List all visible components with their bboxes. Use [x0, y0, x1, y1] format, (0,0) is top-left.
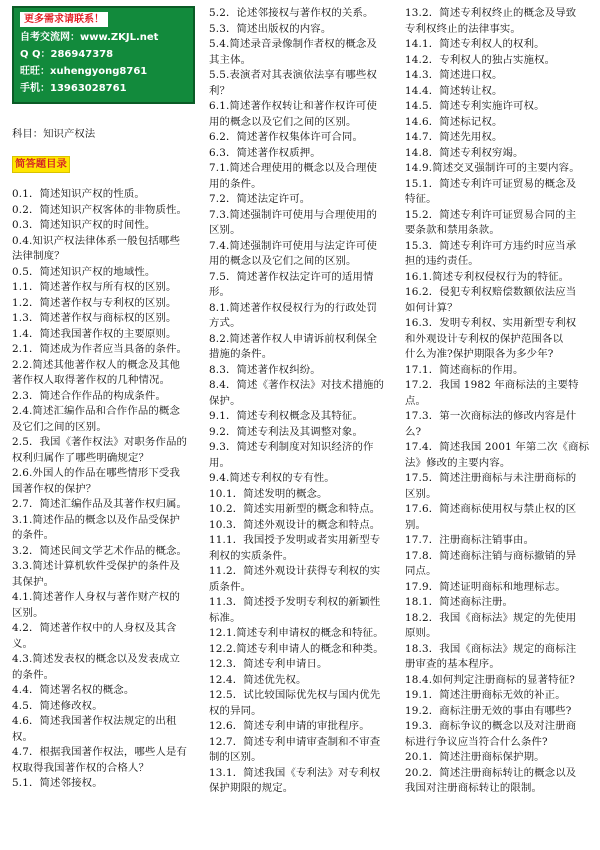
toc-line: 16.1.简述专利权侵权行为的特征。 [405, 270, 570, 283]
toc-line: 14.5．简述专利实施许可权。 [405, 100, 545, 112]
toc-line: 0.5．简述知识产权的地域性。 [12, 265, 156, 278]
toc-line: 2.1．简述成为作者应当具备的条件。 [12, 343, 188, 355]
toc-line: 17.2．我国 1982 年商标法的主要特 [405, 379, 579, 391]
toc-line: 权取得我国著作权的合格人？ [12, 761, 150, 774]
toc-line: 利？ [209, 84, 231, 97]
toc-line: 10.3．简述外观设计的概念和特点。 [209, 518, 381, 531]
toc-line: 标进行争议应当符合什么条件? [405, 735, 548, 748]
toc-line: 0.3．简述知识产权的时间性。 [12, 219, 156, 231]
toc-line: 16.2．侵犯专利权赔偿数额依法应当 [405, 286, 577, 298]
toc-line: 13.2．简述专利权终止的概念及导致 [405, 7, 577, 19]
toc-line: 14.4．简述转让权。 [405, 84, 503, 97]
toc-line: 6.1.简述著作权转让和著作权许可使 [209, 100, 377, 112]
toc-line: 保护。 [209, 394, 241, 407]
toc-line: 17.3．第一次商标法的修改内容是什 [405, 410, 577, 422]
toc-line: 4.2．简述著作权中的人身权及其含 [12, 622, 177, 634]
toc-line: 区别。 [405, 487, 437, 500]
toc-line: 著作权人取得著作权的几种情况。 [12, 374, 171, 386]
toc-line: 15.3．简述专利许可方违约时应当承 [405, 239, 577, 252]
toc-line: 13.1．简述我国《专利法》对专利权 [209, 766, 381, 779]
toc-line: 标准。 [209, 611, 241, 624]
toc-line: 1.1．简述著作权与所有权的区别。 [12, 281, 177, 293]
toc-line: 册审查的基本程序。 [405, 658, 500, 670]
contact-heading: 更多需求请联系！ [20, 12, 108, 27]
toc-line: 0.4.知识产权法律体系一般包括哪些 [12, 234, 180, 247]
toc-line: 15.2．简述专利许可证贸易合同的主 [405, 208, 577, 221]
toc-line: 10.1．简述发明的概念。 [209, 487, 328, 500]
toc-line: 8.4．简述《著作权法》对技术措施的 [209, 379, 385, 391]
column-2 [209, 6, 391, 797]
toc-line: 同点。 [405, 565, 437, 577]
contact-line-wangwang: 旺旺：xuhengyong8761 [20, 66, 148, 77]
toc-list-column-2 [209, 6, 391, 797]
toc-line: 质条件。 [209, 580, 252, 593]
toc-line: 5.1．简述邻接权。 [12, 777, 103, 789]
toc-line: 义。 [12, 637, 34, 650]
toc-line: 0.1．简述知识产权的性质。 [12, 188, 145, 200]
toc-line: 和外观设计专利权的保护范围各以 [405, 332, 564, 345]
toc-line: 要条款和禁用条款。 [405, 224, 500, 236]
toc-line: 2.7．简述汇编作品及其著作权归属。 [12, 498, 188, 510]
toc-line: 4.3.简述发表权的概念以及发表成立 [12, 653, 180, 665]
section-title: 简答题目录 [12, 156, 70, 173]
toc-line: 11.2．简述外观设计获得专利权的实 [209, 565, 381, 577]
column-3 [405, 6, 591, 797]
toc-line: 权的异同。 [209, 704, 262, 717]
toc-line: 11.1．我国授予发明或者实用新型专 [209, 534, 381, 546]
toc-line: 权利归属作了哪些明确规定？ [12, 451, 150, 464]
toc-line: 的条件。 [12, 529, 55, 541]
toc-line: 什么为准?保护期限各为多少年? [405, 348, 554, 360]
toc-line: 0.2．简述知识产权客体的非物质性。 [12, 203, 188, 216]
toc-line: 14.3．简述进口权。 [405, 69, 503, 81]
toc-line: 么? [405, 425, 422, 438]
toc-line: 9.2．简述专利法及其调整对象。 [209, 425, 364, 438]
toc-line: 5.3．简述出版权的内容。 [209, 22, 332, 35]
toc-line: 20.1．简述注册商标保护期。 [405, 751, 545, 763]
toc-line: 1.4．简述我国著作权的主要原则。 [12, 327, 177, 340]
toc-line: 8.3．简述著作权纠纷。 [209, 363, 321, 376]
toc-line: 用。 [209, 456, 231, 469]
toc-line: 1.3．简述著作权与商标权的区别。 [12, 312, 177, 324]
toc-line: 11.3．简述授予发明专利权的新颖性 [209, 596, 381, 608]
toc-line: 法》修改的主要内容。 [405, 456, 511, 469]
toc-line: 法律制度？ [12, 250, 65, 262]
toc-line: 权。 [12, 730, 34, 743]
toc-line: 8.1.简述著作权侵权行为的行政处罚 [209, 301, 377, 314]
toc-line: 7.2．简述法定许可。 [209, 193, 311, 205]
toc-line: 专利权终止的法律事实。 [405, 22, 521, 35]
toc-line: 6.2．简述著作权集体许可合同。 [209, 131, 364, 143]
toc-line: 12.2.简述专利申请人的概念和种类。 [209, 642, 384, 655]
toc-line: 4.6．简述我国著作权法规定的出租 [12, 715, 177, 727]
toc-line: 5.2．论述邻接权与著作权的关系。 [209, 7, 374, 19]
toc-line: 18.3．我国《商标法》规定的商标注 [405, 642, 577, 655]
toc-line: 14.1．简述专利权人的权利。 [405, 38, 545, 50]
toc-line: 12.1.简述专利申请权的概念和特征。 [209, 627, 384, 639]
toc-line: 其保护。 [12, 575, 55, 588]
toc-list-column-1 [12, 187, 195, 792]
toc-line: 用的概念以及它们之间的区别。 [209, 255, 357, 267]
toc-line: 5.5.表演者对其表演依法享有哪些权 [209, 69, 377, 81]
toc-line: 2.3．简述合作作品的构成条件。 [12, 389, 167, 402]
toc-line: 制的区别。 [209, 751, 262, 763]
toc-line: 18.1．简述商标注册。 [405, 596, 514, 608]
toc-line: 14.6．简述标记权。 [405, 115, 503, 128]
subject-line: 科目：知识产权法 [12, 128, 96, 140]
contact-line-qq: Q Q：286947378 [20, 49, 114, 60]
toc-line: 17.8．简述商标注销与商标撤销的异 [405, 549, 577, 562]
toc-list-column-3 [405, 6, 591, 797]
toc-line: 15.1．简述专利许可证贸易的概念及 [405, 177, 577, 190]
toc-line: 2.4.简述汇编作品和合作作品的概念 [12, 405, 180, 417]
toc-line: 利权的实质条件。 [209, 549, 294, 562]
toc-line: 用的概念以及它们之间的区别。 [209, 115, 357, 128]
toc-line: 方式。 [209, 317, 241, 329]
toc-line: 国著作权的保护？ [12, 482, 97, 495]
toc-line: 12.7．简述专利申请审查制和不审查 [209, 735, 381, 748]
toc-line: 14.7．简述先用权。 [405, 131, 503, 143]
toc-line: 2.2.简述其他著作权人的概念及其他 [12, 358, 180, 371]
toc-line: 12.6．简述专利申请的审批程序。 [209, 720, 370, 732]
toc-line: 8.2.简述著作权人申请诉前权利保全 [209, 332, 377, 345]
toc-line: 2.5．我国《著作权法》对职务作品的 [12, 436, 188, 448]
contact-line-site: 自考交流网：www.ZKJL.net [20, 32, 159, 43]
toc-line: 12.4．简述优先权。 [209, 673, 307, 686]
toc-line: 4.7．根据我国著作权法，哪些人是有 [12, 746, 188, 758]
toc-line: 16.3．发明专利权、实用新型专利权 [405, 317, 577, 329]
toc-line: 其主体。 [209, 53, 252, 66]
toc-line: 17.1．简述商标的作用。 [405, 363, 524, 376]
toc-line: 14.8．简述专利权穷竭。 [405, 146, 524, 159]
toc-line: 4.5．简述修改权。 [12, 699, 103, 712]
toc-line: 17.9．简述证明商标和地理标志。 [405, 580, 566, 593]
toc-line: 1.2．简述著作权与专利权的区别。 [12, 296, 177, 309]
toc-line: 7.1.简述合理使用的概念以及合理使 [209, 162, 377, 174]
toc-line: 17.7．注册商标注销事由。 [405, 534, 535, 546]
toc-line: 特征。 [405, 193, 437, 205]
toc-line: 7.4.简述强制许可使用与法定许可使 [209, 239, 377, 252]
toc-line: 保护期限的规定。 [209, 782, 294, 794]
toc-line: 措施的条件。 [209, 348, 273, 360]
toc-line: 7.5．简述著作权法定许可的适用情 [209, 270, 374, 283]
toc-line: 用的条件。 [209, 177, 262, 190]
toc-line: 6.3．简述著作权质押。 [209, 146, 321, 159]
toc-line: 12.5．试比较国际优先权与国内优先 [209, 689, 381, 701]
toc-line: 9.3．简述专利制度对知识经济的作 [209, 441, 374, 453]
toc-line: 14.9.简述交叉强制许可的主要内容。 [405, 162, 580, 174]
toc-line: 5.4.简述录音录像制作者权的概念及 [209, 38, 377, 50]
column-1 [12, 6, 195, 792]
toc-line: 3.2．简述民间文学艺术作品的概念。 [12, 544, 188, 557]
toc-line: 7.3.简述强制许可使用与合理使用的 [209, 208, 377, 221]
toc-line: 的条件。 [12, 668, 55, 681]
toc-line: 9.4.简述专利权的专有性。 [209, 472, 335, 484]
toc-line: 18.4.如何判定注册商标的显著特征? [405, 673, 575, 686]
toc-line: 19.1．简述注册商标无效的补正。 [405, 689, 566, 701]
toc-line: 14.2．专利权人的独占实施权。 [405, 53, 556, 66]
toc-line: 4.1.简述著作人身权与著作财产权的 [12, 591, 180, 603]
toc-line: 区别。 [12, 606, 44, 619]
toc-line: 区别。 [209, 224, 241, 236]
contact-box [12, 6, 195, 104]
toc-line: 9.1．简述专利权概念及其特征。 [209, 410, 364, 422]
toc-line: 担的违约责任。 [405, 255, 479, 267]
toc-line: 3.3.简述计算机软件受保护的条件及 [12, 560, 180, 572]
toc-line: 3.1.简述作品的概念以及作品受保护 [12, 513, 180, 526]
toc-line: 别。 [405, 518, 427, 531]
toc-line: 20.2．简述注册商标转让的概念以及 [405, 766, 577, 779]
toc-line: 19.2．商标注册无效的事由有哪些? [405, 704, 572, 717]
toc-line: 17.4．简述我国 2001 年第二次《商标 [405, 441, 590, 453]
toc-line: 10.2．简述实用新型的概念和特点。 [209, 503, 381, 515]
toc-line: 及它们之间的区别。 [12, 420, 107, 433]
toc-line: 17.6．简述商标使用权与禁止权的区 [405, 503, 577, 515]
toc-line: 2.6.外国人的作品在哪些情形下受我 [12, 467, 180, 479]
toc-line: 18.2．我国《商标法》规定的先使用 [405, 611, 577, 624]
toc-line: 如何计算？ [405, 301, 458, 314]
toc-line: 形。 [209, 286, 231, 298]
toc-line: 12.3．简述专利申请日。 [209, 658, 328, 670]
toc-line: 我国对注册商标转让的限制。 [405, 782, 543, 794]
toc-line: 19.3．商标争议的概念以及对注册商 [405, 720, 577, 732]
toc-line: 17.5．简述注册商标与未注册商标的 [405, 472, 577, 484]
contact-line-phone: 手机：13963028761 [20, 83, 127, 94]
toc-line: 4.4．简述署名权的概念。 [12, 684, 135, 696]
toc-line: 原则。 [405, 627, 437, 639]
toc-line: 点。 [405, 394, 427, 407]
